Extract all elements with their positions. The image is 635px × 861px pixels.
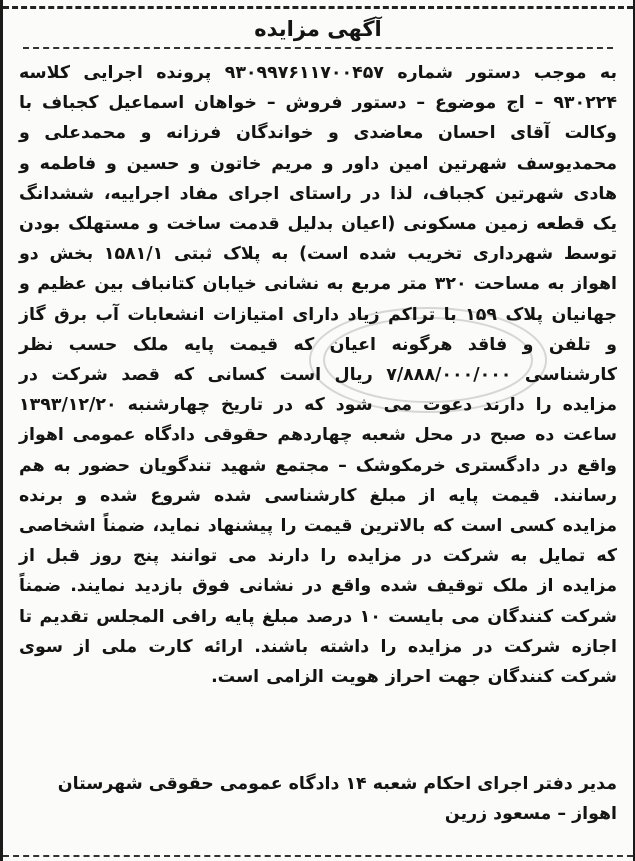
notice-title: آگهی مزایده <box>254 17 382 41</box>
notice-signature: مدیر دفتر اجرای احکام شعبه ۱۴ دادگاه عمومی حقوقی شهرستان اهواز – مسعود زرین <box>57 774 617 825</box>
title-dashed-rule <box>23 47 613 49</box>
top-dashed-rule <box>3 6 633 9</box>
bottom-dashed-rule <box>3 855 633 857</box>
notice-body: به موجب دستور شماره ۹۳۰۹۹۷۶۱۱۷۰۰۴۵۷ پرونده اجرایی کلاسه ۹۳۰۲۲۴ – اج موضوع – دستور فروش – خواهان اسماعیل کجباف با وکالت آقای احسان معاضدی و خواندگان فرزانه و محمدعلی و محمدیوسف شهرتین امین داور و مریم خاتون و حسین و فاطمه و هادی شهرتین کجباف، لذا در راستای اجرای مفاد اجراییه، ششدانگ یک قطعه زمین مسکونی (اعیان بدلیل قدمت ساخت و مستهلک بودن توسط شهرداری تخریب شده است) به پلاک ثبتی ۱۵۸۱/۱ بخش دو اهواز به مساحت ۳۲۰ متر مربع به نشانی خیابان کتانباف بین عظیم و جهانیان پلاک ۱۵۹ با تراکم زیاد دارای امتیازات انشعابات آب برق گاز و تلفن و فاقد هرگونه اعیان که قیمت پایه ملک حسب نظر کارشناسی ۷/۸۸۸/۰۰۰/۰۰۰ ریال است کسانی که قصد شرکت در مزایده را دارند دعوت می شود که در تاریخ چهارشنبه ۱۳۹۳/۱۲/۲۰ ساعت ده صبح در محل شعبه چهاردهم حقوقی دادگاه عمومی اهواز واقع در دادگستری خرمکوشک – مجتمع شهید تندگویان حضور به هم رسانند. قیمت پایه از مبلغ کارشناسی شده شروع شده و برنده مزایده کسی است که بالاترین قیمت را پیشنهاد نماید، ضمناً اشخاصی که تمایل به شرکت در مزایده را دارند می توانند پنج روز قبل از مزایده از ملک توقیف شده واقع در نشانی فوق بازدید نمایند. ضمناً شرکت کنندگان می بایست ۱۰ درصد مبلغ پایه رافی المجلس تقدیم تا اجازه شرکت در مزایده را داشته باشند. ارائه کارت ملی از سوی شرکت کنندگان جهت احراز هویت الزامی است. <box>19 63 618 688</box>
